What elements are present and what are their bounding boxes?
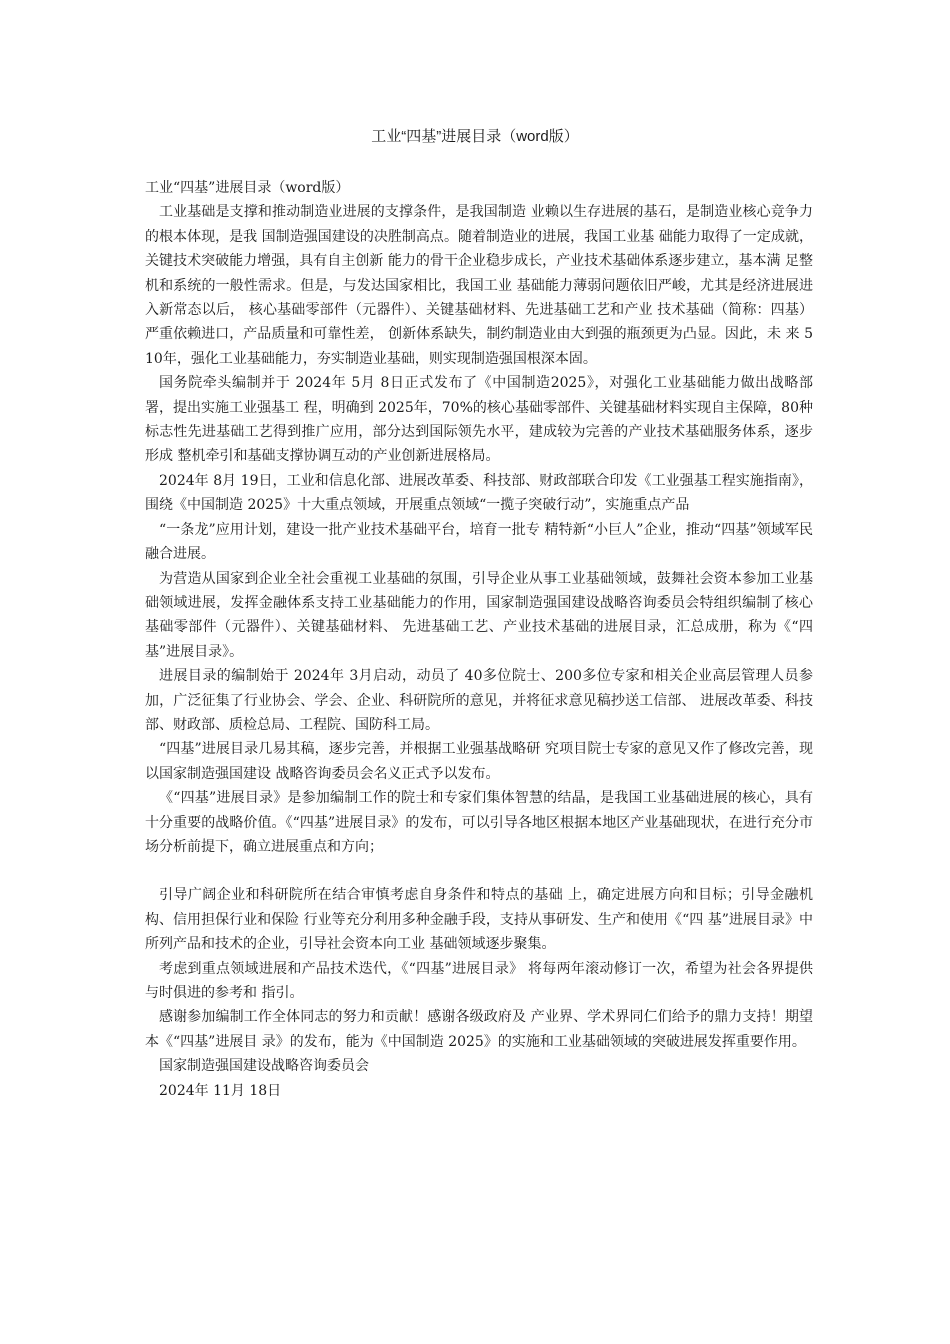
paragraph-thanks: 感谢参加编制工作全体同志的努力和贡献！感谢各级政府及 产业界、学术界同仁们给予的鼎力支持！期望本《“四基”进展目 录》的发布，能为《中国制造 2025》的实施和工业基础领域的突破进展发挥重要作用。: [145, 1009, 813, 1050]
document-heading: 工业“四基”进展目录（word版）: [145, 180, 350, 196]
signature: 国家制造强国建设战略咨询委员会: [159, 1058, 369, 1075]
blank-line: [145, 859, 813, 883]
document-body: [145, 176, 813, 1103]
paragraph-guideline: 2024年 8月 19日，工业和信息化部、进展改革委、科技部、财政部联合印发《工业强基工程实施指南》，围绕《中国制造 2025》十大重点领域，开展重点领域“一揽子突破行动”，实施重点产品: [145, 472, 813, 514]
paragraph-rolling-revision: 考虑到重点领域进展和产品技术迭代，《“四基”进展目录》 将每两年滚动修订一次，希望为社会各界提供与时俱进的参考和 指引。: [145, 960, 813, 1001]
paragraph-state-council: 国务院牵头编制并于 2024年 5月 8日正式发布了《中国制造2025》，对强化工业基础能力做出战略部署，提出实施工业强基工 程，明确到 2025年，70%的核心基础零部件、关键基础材料实现自主保障，80种标志性先进基础工艺得到推广应用，部分达到国际领先水平，建成较为完善的产业技术基础服务体系，逐步形成 整机牵引和基础支撑协调互动的产业创新进展格局。: [145, 375, 813, 465]
paragraph-value: 《“四基”进展目录》是参加编制工作的院士和专家们集体智慧的结晶，是我国工业基础进展的核心，具有十分重要的战略价值。《“四基”进展目录》的发布，可以引导各地区根据本地区产业基础现状，在进行充分市场分析前提下，确立进展重点和方向；: [145, 790, 813, 855]
paragraph-revisions: “四基”进展目录几易其稿，逐步完善，并根据工业强基战略研 究项目院士专家的意见又作了修改完善，现以国家制造强国建设 战略咨询委员会名义正式予以发布。: [145, 741, 813, 782]
date: 2024年 11月 18日: [159, 1082, 282, 1099]
paragraph-one-dragon: “一条龙”应用计划，建设一批产业技术基础平台，培育一批专 精特新“小巨人”企业，推动“四基”领域军民融合进展。: [145, 521, 813, 563]
paragraph-compilation: 进展目录的编制始于 2024年 3月启动，动员了 40多位院士、200多位专家和相关企业高层管理人员参加，广泛征集了行业协会、学会、企业、科研院所的意见，并将征求意见稿抄送工信部、 进展改革委、科技部、财政部、质检总局、工程院、国防科工局。: [145, 668, 813, 733]
paragraph-guidance: 引导广阔企业和科研院所在结合审慎考虑自身条件和特点的基础 上，确定进展方向和目标；引导金融机构、信用担保行业和保险 行业等充分利用多种金融手段，支持从事研发、生产和使用《“四 基”进展目录》中所列产品和技术的企业，引导社会资本向工业 基础领域逐步聚集。: [145, 887, 813, 953]
paragraph-atmosphere: 为营造从国家到企业全社会重视工业基础的氛围，引导企业从事工业基础领域，鼓舞社会资本参加工业基础领域进展，发挥金融体系支持工业基础能力的作用，国家制造强国建设战略咨询委员会特组织编制了核心基础零部件（元器件）、关键基础材料、 先进基础工艺、产业技术基础的进展目录，汇总成册，称为《“四基”进展目录》。: [145, 570, 813, 660]
paragraph-intro: 工业基础是支撑和推动制造业进展的支撑条件，是我国制造 业赖以生存进展的基石，是制造业核心竞争力的根本体现，是我 国制造强国建设的决胜制高点。随着制造业的进展，我国工业基 础能力取得了一定成就，关键技术突破能力增强，具有自主创新 能力的骨干企业稳步成长，产业技术基础体系逐步建立，基本满 足整机和系统的一般性需求。但是，与发达国家相比，我国工业 基础能力薄弱问题依旧严峻，尤其是经济进展进入新常态以后， 核心基础零部件（元器件）、关键基础材料、先进基础工艺和产业 技术基础（简称：四基）严重依赖进口，产品质量和可靠性差， 创新体系缺失，制约制造业由大到强的瓶颈更为凸显。因此，未 来 510年，强化工业基础能力，夯实制造业基础，则实现制造强国根深本固。: [145, 204, 813, 367]
page-title: 工业“四基”进展目录（word版）: [371, 128, 579, 145]
